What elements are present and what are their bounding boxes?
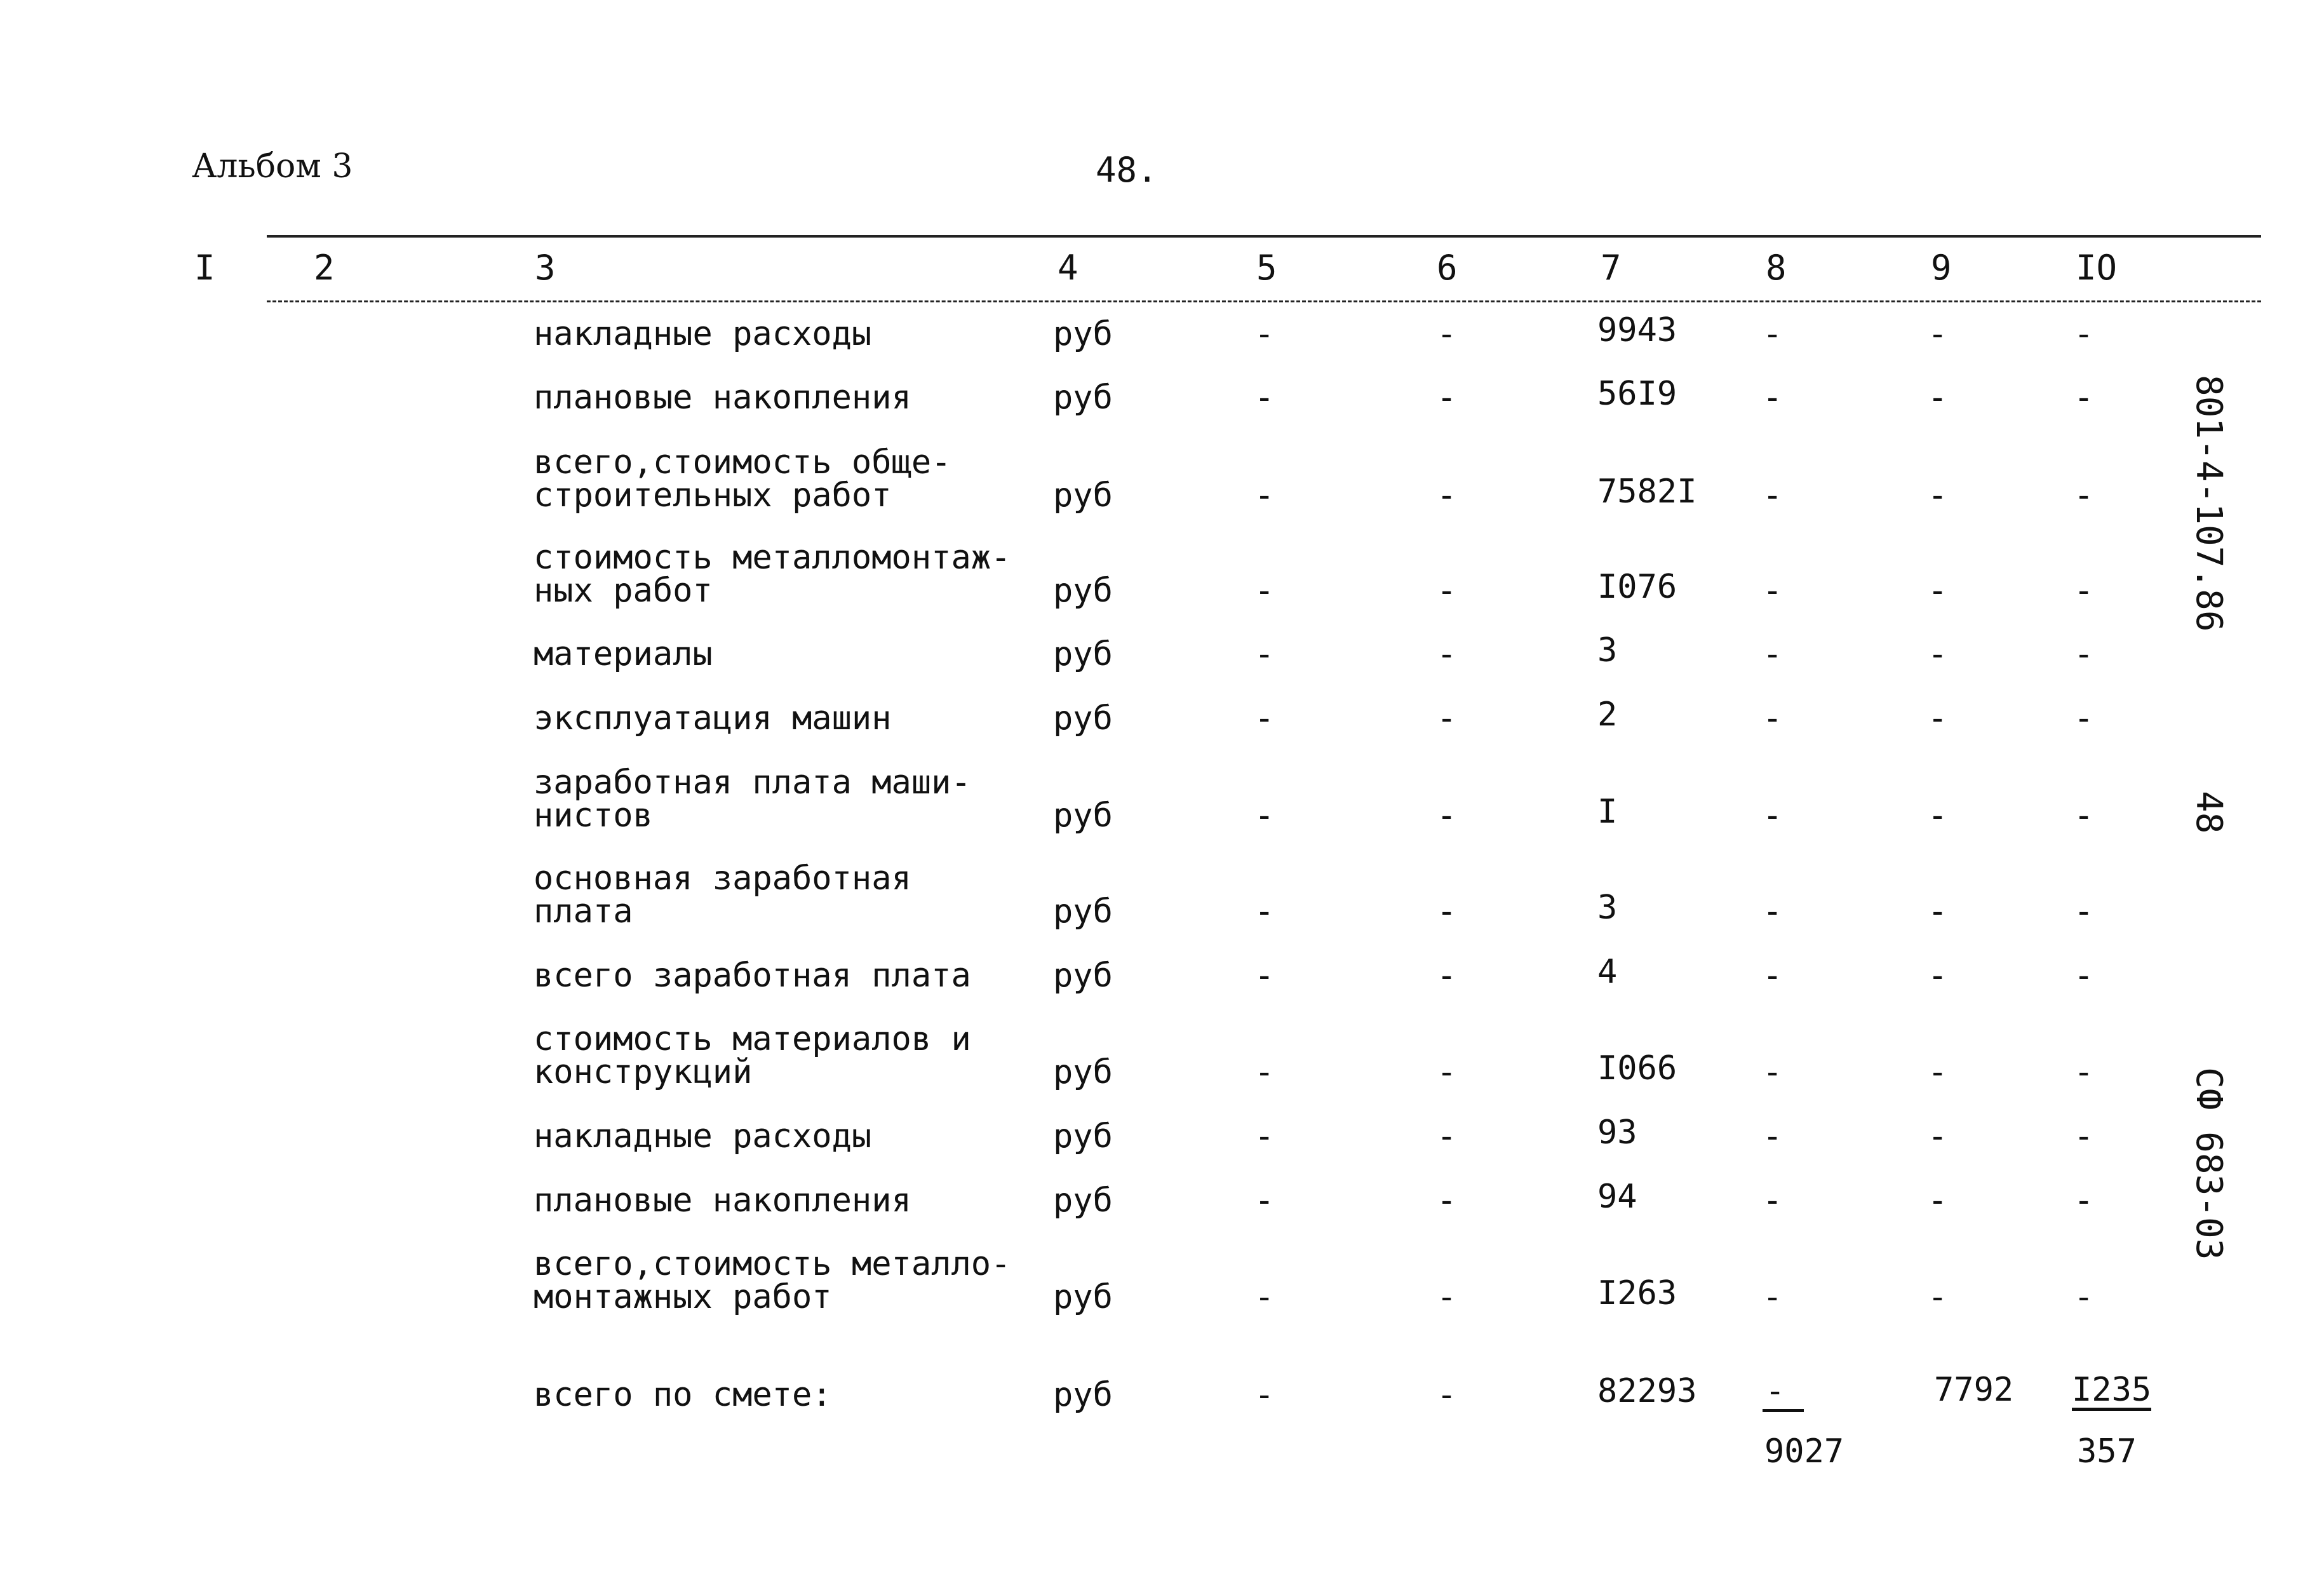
row-col7: I076 [1597,568,1677,606]
row-col6: - [1437,476,1457,515]
col-head-6: 6 [1437,248,1458,288]
row-col7: 9943 [1597,311,1677,349]
total-col7: 82293 [1597,1372,1697,1410]
row-col10: - [2074,635,2094,673]
row-col10: - [2074,1053,2094,1091]
row-name: стоимость материалов и конструкций [534,1020,971,1091]
row-col10: - [2074,572,2094,610]
row-col6: - [1437,635,1457,673]
row-col8: - [1763,635,1783,673]
album-label: Альбом 3 [192,147,353,185]
total-col10-sub: 357 [2077,1432,2137,1471]
total-unit: руб [1053,1376,1113,1414]
row-col5: - [1254,797,1275,835]
row-col10: - [2074,379,2094,417]
total-col8: - [1763,1375,1804,1412]
row-col8: - [1763,572,1783,610]
row-unit: руб [1053,797,1113,835]
row-col5: - [1254,892,1275,931]
row-col10: - [2074,1117,2094,1155]
row-col7: I263 [1597,1274,1677,1312]
row-name: основная заработная плата [534,859,911,931]
row-col6: - [1437,1278,1457,1316]
row-col5: - [1254,1053,1275,1091]
table-header-rule [267,300,2261,302]
row-col7: I [1597,793,1618,831]
total-label: всего по смете: [534,1376,832,1414]
row-unit: руб [1053,699,1113,737]
table-top-rule [267,235,2261,238]
row-col9: - [1928,379,1948,417]
row-unit: руб [1053,379,1113,417]
col-head-5: 5 [1256,248,1277,288]
total-col6: - [1437,1376,1457,1414]
row-col6: - [1437,572,1457,610]
col-head-2: 2 [314,248,335,288]
row-col10: - [2074,315,2094,353]
page-number: 48. [1096,150,1158,190]
row-col8: - [1763,1053,1783,1091]
row-col5: - [1254,699,1275,737]
row-col7: 56I9 [1597,375,1677,413]
row-unit: руб [1053,892,1113,931]
row-col7: 4 [1597,953,1618,991]
margin-page-number: 48 [2188,791,2229,834]
row-col9: - [1928,635,1948,673]
total-col9: 7792 [1934,1371,2014,1409]
row-col6: - [1437,1182,1457,1220]
row-col7: 94 [1597,1178,1637,1216]
margin-doc-code: 801-4-107.86 [2188,375,2229,632]
total-col10: I235 [2072,1373,2151,1411]
row-col8: - [1763,957,1783,995]
row-col5: - [1254,1182,1275,1220]
row-unit: руб [1053,957,1113,995]
col-head-10: IO [2076,248,2118,288]
row-col10: - [2074,797,2094,835]
row-col10: - [2074,892,2094,931]
row-col6: - [1437,1053,1457,1091]
row-col6: - [1437,797,1457,835]
row-col9: - [1928,1278,1948,1316]
row-name: накладные расходы [534,315,872,353]
row-col9: - [1928,315,1948,353]
row-col7: I066 [1597,1049,1677,1088]
row-col5: - [1254,1117,1275,1155]
col-head-4: 4 [1058,248,1078,288]
row-col5: - [1254,315,1275,353]
row-unit: руб [1053,1053,1113,1091]
row-col8: - [1763,1182,1783,1220]
row-col6: - [1437,1117,1457,1155]
row-col9: - [1928,572,1948,610]
row-unit: руб [1053,476,1113,515]
row-unit: руб [1053,1117,1113,1155]
row-col8: - [1763,699,1783,737]
row-col9: - [1928,1053,1948,1091]
row-col10: - [2074,699,2094,737]
row-col9: - [1928,892,1948,931]
row-name: всего,стоимость металло- монтажных работ [534,1245,1011,1316]
row-name: заработная плата маши- нистов [534,764,971,835]
margin-form-code: СФ 683-03 [2188,1067,2229,1260]
row-col5: - [1254,476,1275,515]
row-col5: - [1254,1278,1275,1316]
row-col7: 3 [1597,889,1618,927]
row-unit: руб [1053,572,1113,610]
row-col8: - [1763,476,1783,515]
row-col6: - [1437,892,1457,931]
row-col10: - [2074,1278,2094,1316]
row-col9: - [1928,699,1948,737]
row-col5: - [1254,635,1275,673]
row-unit: руб [1053,1182,1113,1220]
row-name: материалы [534,635,713,673]
row-col9: - [1928,1182,1948,1220]
col-head-9: 9 [1931,248,1952,288]
row-unit: руб [1053,1278,1113,1316]
row-name: эксплуатация машин [534,699,892,737]
row-col8: - [1763,1117,1783,1155]
row-col5: - [1254,957,1275,995]
row-col7: 7582I [1597,473,1697,511]
row-col7: 2 [1597,696,1618,734]
row-col6: - [1437,379,1457,417]
row-col5: - [1254,379,1275,417]
col-head-7: 7 [1601,248,1622,288]
row-name: стоимость металломонтаж- ных работ [534,539,1011,610]
row-name: плановые накопления [534,379,911,417]
row-unit: руб [1053,315,1113,353]
row-col9: - [1928,476,1948,515]
row-col6: - [1437,957,1457,995]
row-col9: - [1928,1117,1948,1155]
col-head-1: I [194,248,215,288]
col-head-3: 3 [535,248,556,288]
row-name: всего,стоимость обще- строительных работ [534,443,951,515]
row-col8: - [1763,315,1783,353]
row-col7: 3 [1597,631,1618,670]
row-col9: - [1928,957,1948,995]
row-col5: - [1254,572,1275,610]
row-col8: - [1763,892,1783,931]
row-col6: - [1437,315,1457,353]
row-col8: - [1763,379,1783,417]
row-col10: - [2074,476,2094,515]
row-col10: - [2074,1182,2094,1220]
total-col5: - [1254,1376,1275,1414]
total-col8-sub: 9027 [1764,1432,1844,1471]
row-name: накладные расходы [534,1117,872,1155]
row-col7: 93 [1597,1114,1637,1152]
row-name: всего заработная плата [534,957,971,995]
row-col9: - [1928,797,1948,835]
col-head-8: 8 [1766,248,1787,288]
row-unit: руб [1053,635,1113,673]
row-col8: - [1763,797,1783,835]
row-col10: - [2074,957,2094,995]
row-name: плановые накопления [534,1182,911,1220]
row-col8: - [1763,1278,1783,1316]
row-col6: - [1437,699,1457,737]
